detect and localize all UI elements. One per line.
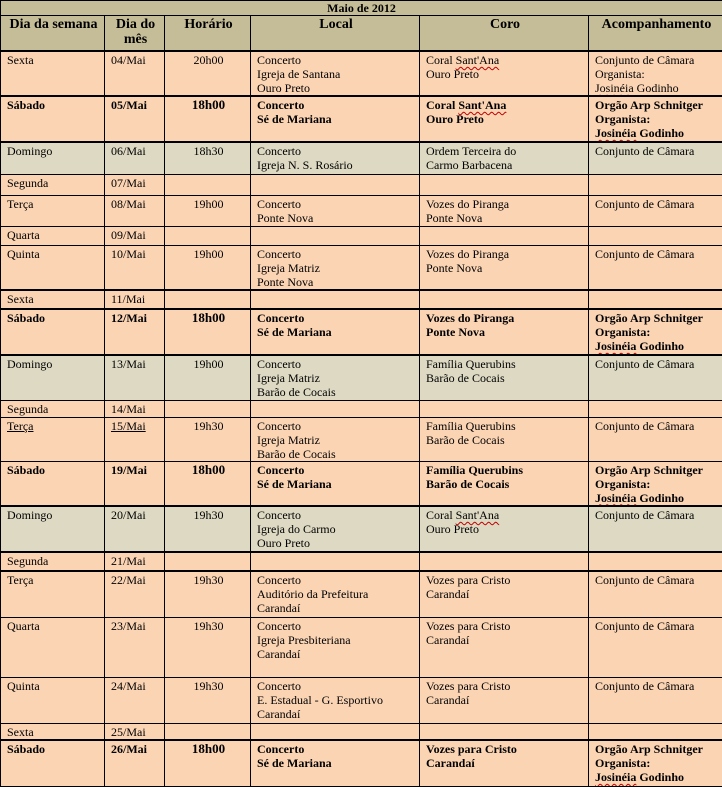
place-line: Igreja de Santana xyxy=(257,67,341,81)
time-cell xyxy=(165,290,251,309)
choir-cell xyxy=(420,461,589,506)
time-cell xyxy=(165,226,251,245)
choir-cell xyxy=(420,417,589,461)
date-cell: 09/Mai xyxy=(105,226,165,245)
choir-line: Ordem Terceira do xyxy=(426,144,517,158)
day-cell: Sexta xyxy=(1,51,105,96)
place-line: Concerto xyxy=(257,742,305,756)
table-row xyxy=(1,309,722,355)
date-cell: 10/Mai xyxy=(105,245,165,290)
choir-line: Coral Sant'Ana xyxy=(426,98,507,112)
choir-cell xyxy=(420,617,589,677)
place-line: Sé de Mariana xyxy=(257,112,332,126)
choir-line: Carandaí xyxy=(426,632,470,647)
accompaniment-cell xyxy=(589,290,722,309)
place-line: Concerto xyxy=(257,311,305,325)
accompaniment-cell xyxy=(589,355,722,400)
table-row xyxy=(1,740,722,786)
date-cell: 20/Mai xyxy=(105,506,165,552)
header-row xyxy=(1,16,722,52)
date-cell: 15/Mai xyxy=(105,417,165,461)
choir-line: Vozes para Cristo xyxy=(426,618,511,633)
choir-cell xyxy=(420,723,589,740)
place-line: Concerto xyxy=(257,98,305,112)
place-line: Igreja N. S. Rosário xyxy=(257,158,353,172)
day-cell: Sexta xyxy=(1,290,105,309)
date-cell: 12/Mai xyxy=(105,309,165,355)
choir-line: Carandaí xyxy=(426,692,470,707)
acc-line: Organista: xyxy=(595,476,651,491)
place-line: Concerto xyxy=(257,246,301,261)
time-cell: 19h30 xyxy=(165,677,251,723)
date-cell: 24/Mai xyxy=(105,677,165,723)
day-cell: Sábado xyxy=(1,740,105,786)
time-cell: 19h00 xyxy=(165,195,251,226)
day-cell: Terça xyxy=(1,571,105,617)
place-line: Barão de Cocais xyxy=(257,385,336,399)
accompaniment-cell xyxy=(589,226,722,245)
choir-line: Barão de Cocais xyxy=(426,371,505,385)
date-cell: 05/Mai xyxy=(105,96,165,142)
table-row xyxy=(1,417,722,461)
acc-line: Josinéia Godinho xyxy=(595,126,685,140)
table-row xyxy=(1,51,722,96)
accompaniment-cell xyxy=(589,51,722,96)
place-cell xyxy=(251,417,420,461)
table-row xyxy=(1,461,722,506)
acc-line: Organista: xyxy=(595,112,651,126)
time-cell: 19h30 xyxy=(165,617,251,677)
acc-line: Josinéia Godinho xyxy=(595,490,685,505)
choir-line: Carandaí xyxy=(426,587,470,601)
date-cell: 14/Mai xyxy=(105,400,165,417)
table-row xyxy=(1,142,722,174)
accompaniment-cell xyxy=(589,506,722,552)
acc-line: Conjunto de Câmara xyxy=(595,678,695,693)
day-cell: Quarta xyxy=(1,617,105,677)
place-cell xyxy=(251,506,420,552)
place-line: Concerto xyxy=(257,53,301,67)
accompaniment-cell xyxy=(589,309,722,355)
accompaniment-cell xyxy=(589,400,722,417)
acc-line: Orgão Arp Schnitger xyxy=(595,311,703,325)
place-cell xyxy=(251,723,420,740)
choir-cell xyxy=(420,552,589,571)
place-cell xyxy=(251,617,420,677)
choir-cell xyxy=(420,506,589,552)
date-cell: 22/Mai xyxy=(105,571,165,617)
choir-cell xyxy=(420,195,589,226)
place-line: Concerto xyxy=(257,144,301,158)
choir-line: Ouro Preto xyxy=(426,67,479,81)
table-row xyxy=(1,506,722,552)
choir-cell xyxy=(420,226,589,245)
place-line: Sé de Mariana xyxy=(257,756,332,770)
table-row xyxy=(1,355,722,400)
accompaniment-cell xyxy=(589,740,722,786)
place-line: Carandaí xyxy=(257,646,301,661)
date-cell: 23/Mai xyxy=(105,617,165,677)
accompaniment-cell xyxy=(589,96,722,142)
header-choir: Coro xyxy=(420,16,589,52)
date-cell: 13/Mai xyxy=(105,355,165,400)
accompaniment-cell xyxy=(589,195,722,226)
choir-line: Vozes do Piranga xyxy=(426,246,510,261)
day-cell: Sábado xyxy=(1,96,105,142)
date-cell: 11/Mai xyxy=(105,290,165,309)
accompaniment-cell xyxy=(589,417,722,461)
date-cell: 19/Mai xyxy=(105,461,165,506)
acc-line: Orgão Arp Schnitger xyxy=(595,462,703,477)
date-cell: 08/Mai xyxy=(105,195,165,226)
time-cell xyxy=(165,723,251,740)
day-cell: Segunda xyxy=(1,552,105,571)
choir-line: Carandaí xyxy=(426,756,475,770)
place-cell xyxy=(251,142,420,174)
place-cell xyxy=(251,226,420,245)
acc-line: Conjunto de Câmara xyxy=(595,144,695,158)
acc-line: Conjunto de Câmara xyxy=(595,418,695,433)
place-line: Concerto xyxy=(257,357,301,371)
place-cell xyxy=(251,571,420,617)
time-cell: 18h00 xyxy=(165,740,251,786)
choir-cell xyxy=(420,571,589,617)
accompaniment-cell xyxy=(589,245,722,290)
day-cell: Quinta xyxy=(1,677,105,723)
table-row xyxy=(1,245,722,290)
table-row xyxy=(1,226,722,245)
table-row xyxy=(1,96,722,142)
day-cell: Domingo xyxy=(1,355,105,400)
place-line: Igreja Presbiteriana xyxy=(257,632,351,647)
time-cell xyxy=(165,552,251,571)
place-line: Igreja Matriz xyxy=(257,432,320,447)
accompaniment-cell xyxy=(589,571,722,617)
time-cell xyxy=(165,400,251,417)
acc-line: Josinéia Godinho xyxy=(595,81,679,95)
choir-line: Vozes do Piranga xyxy=(426,196,510,211)
choir-cell xyxy=(420,290,589,309)
day-cell: Terça xyxy=(1,417,105,461)
acc-line: Conjunto de Câmara xyxy=(595,246,695,261)
day-cell: Domingo xyxy=(1,142,105,174)
choir-line: Barão de Cocais xyxy=(426,432,505,447)
date-cell: 26/Mai xyxy=(105,740,165,786)
choir-line: Família Querubins xyxy=(426,418,516,433)
place-line: Barão de Cocais xyxy=(257,446,336,461)
time-cell: 18h00 xyxy=(165,96,251,142)
place-cell xyxy=(251,677,420,723)
place-cell xyxy=(251,174,420,195)
day-cell: Sábado xyxy=(1,461,105,506)
table-row xyxy=(1,174,722,195)
place-cell xyxy=(251,245,420,290)
place-line: Igreja Matriz xyxy=(257,371,320,385)
choir-line: Ponte Nova xyxy=(426,325,485,339)
acc-line: Organista: xyxy=(595,756,651,770)
place-cell xyxy=(251,461,420,506)
day-cell: Segunda xyxy=(1,174,105,195)
time-cell: 18h00 xyxy=(165,461,251,506)
header-date: Dia do mês xyxy=(105,16,165,52)
choir-cell xyxy=(420,142,589,174)
place-line: Igreja Matriz xyxy=(257,260,320,275)
date-cell: 04/Mai xyxy=(105,51,165,96)
place-cell xyxy=(251,552,420,571)
table-row xyxy=(1,552,722,571)
accompaniment-cell xyxy=(589,461,722,506)
acc-line: Organista: xyxy=(595,325,651,339)
choir-cell xyxy=(420,400,589,417)
choir-cell xyxy=(420,677,589,723)
place-line: Concerto xyxy=(257,618,301,633)
choir-line: Família Querubins xyxy=(426,357,516,371)
day-cell: Quinta xyxy=(1,245,105,290)
accompaniment-cell xyxy=(589,174,722,195)
table-row xyxy=(1,290,722,309)
header-day: Dia da semana xyxy=(1,16,105,52)
place-cell xyxy=(251,290,420,309)
place-line: Ponte Nova xyxy=(257,210,314,225)
time-cell: 19h00 xyxy=(165,245,251,290)
acc-line: Orgão Arp Schnitger xyxy=(595,742,703,756)
date-cell: 25/Mai xyxy=(105,723,165,740)
time-cell: 18h00 xyxy=(165,309,251,355)
acc-line: Organista: xyxy=(595,67,645,81)
header-place: Local xyxy=(251,16,420,52)
place-line: Concerto xyxy=(257,462,305,477)
choir-cell xyxy=(420,740,589,786)
place-cell xyxy=(251,355,420,400)
place-line: Concerto xyxy=(257,573,301,587)
choir-line: Barão de Cocais xyxy=(426,476,510,491)
place-line: Concerto xyxy=(257,508,301,522)
place-cell xyxy=(251,400,420,417)
table-row xyxy=(1,723,722,740)
acc-line: Orgão Arp Schnitger xyxy=(595,98,703,112)
day-cell: Domingo xyxy=(1,506,105,552)
time-cell xyxy=(165,174,251,195)
choir-line: Ouro Preto xyxy=(426,112,484,126)
choir-cell xyxy=(420,245,589,290)
place-line: Concerto xyxy=(257,678,301,693)
place-line: Auditório da Prefeitura xyxy=(257,587,369,601)
table-row xyxy=(1,617,722,677)
choir-cell xyxy=(420,96,589,142)
time-cell: 19h30 xyxy=(165,571,251,617)
place-line: Ouro Preto xyxy=(257,536,310,550)
time-cell: 19h00 xyxy=(165,355,251,400)
date-cell: 06/Mai xyxy=(105,142,165,174)
place-line: Sé de Mariana xyxy=(257,325,332,339)
acc-line: Josinéia Godinho xyxy=(595,770,685,784)
acc-line: Conjunto de Câmara xyxy=(595,357,695,371)
choir-line: Vozes para Cristo xyxy=(426,573,511,587)
choir-line: Vozes para Cristo xyxy=(426,742,517,756)
table-row xyxy=(1,400,722,417)
page-title: Maio de 2012 xyxy=(1,1,722,16)
accompaniment-cell xyxy=(589,617,722,677)
choir-line: Ouro Preto xyxy=(426,522,479,536)
place-line: Carandaí xyxy=(257,601,301,615)
choir-line: Vozes para Cristo xyxy=(426,678,511,693)
place-cell xyxy=(251,195,420,226)
title-row xyxy=(1,1,722,16)
acc-line: Conjunto de Câmara xyxy=(595,508,695,522)
day-cell: Sexta xyxy=(1,723,105,740)
accompaniment-cell xyxy=(589,142,722,174)
choir-line: Carmo Barbacena xyxy=(426,158,513,172)
table-row xyxy=(1,195,722,226)
acc-line: Josinéia Godinho xyxy=(595,339,685,353)
choir-line: Ponte Nova xyxy=(426,260,483,275)
acc-line: Conjunto de Câmara xyxy=(595,618,695,633)
choir-line: Família Querubins xyxy=(426,462,524,477)
choir-line: Ponte Nova xyxy=(426,210,483,225)
day-cell: Segunda xyxy=(1,400,105,417)
choir-line: Vozes do Piranga xyxy=(426,311,515,325)
date-cell: 21/Mai xyxy=(105,552,165,571)
place-line: Concerto xyxy=(257,196,301,211)
place-cell xyxy=(251,96,420,142)
place-cell xyxy=(251,309,420,355)
place-line: Concerto xyxy=(257,418,301,433)
choir-cell xyxy=(420,51,589,96)
day-cell: Sábado xyxy=(1,309,105,355)
choir-cell xyxy=(420,309,589,355)
place-line: Igreja do Carmo xyxy=(257,522,336,536)
choir-line: Coral Sant'Ana xyxy=(426,508,500,522)
place-line: Sé de Mariana xyxy=(257,476,332,491)
accompaniment-cell xyxy=(589,552,722,571)
accompaniment-cell xyxy=(589,723,722,740)
place-line: E. Estadual - G. Esportivo xyxy=(257,692,383,707)
header-time: Horário xyxy=(165,16,251,52)
acc-line: Conjunto de Câmara xyxy=(595,53,695,67)
time-cell: 18h30 xyxy=(165,142,251,174)
place-line: Carandaí xyxy=(257,706,301,721)
accompaniment-cell xyxy=(589,677,722,723)
time-cell: 19h30 xyxy=(165,506,251,552)
place-line: Ponte Nova xyxy=(257,274,314,289)
header-accompaniment: Acompanhamento xyxy=(589,16,722,52)
acc-line: Conjunto de Câmara xyxy=(595,573,695,587)
date-cell: 07/Mai xyxy=(105,174,165,195)
table-row xyxy=(1,571,722,617)
choir-cell xyxy=(420,174,589,195)
place-cell xyxy=(251,51,420,96)
time-cell: 19h30 xyxy=(165,417,251,461)
place-cell xyxy=(251,740,420,786)
day-cell: Terça xyxy=(1,195,105,226)
choir-cell xyxy=(420,355,589,400)
choir-line: Coral Sant'Ana xyxy=(426,53,500,67)
acc-line: Conjunto de Câmara xyxy=(595,196,695,211)
table-row xyxy=(1,677,722,723)
place-line: Ouro Preto xyxy=(257,81,310,95)
day-cell: Quarta xyxy=(1,226,105,245)
time-cell: 20h00 xyxy=(165,51,251,96)
